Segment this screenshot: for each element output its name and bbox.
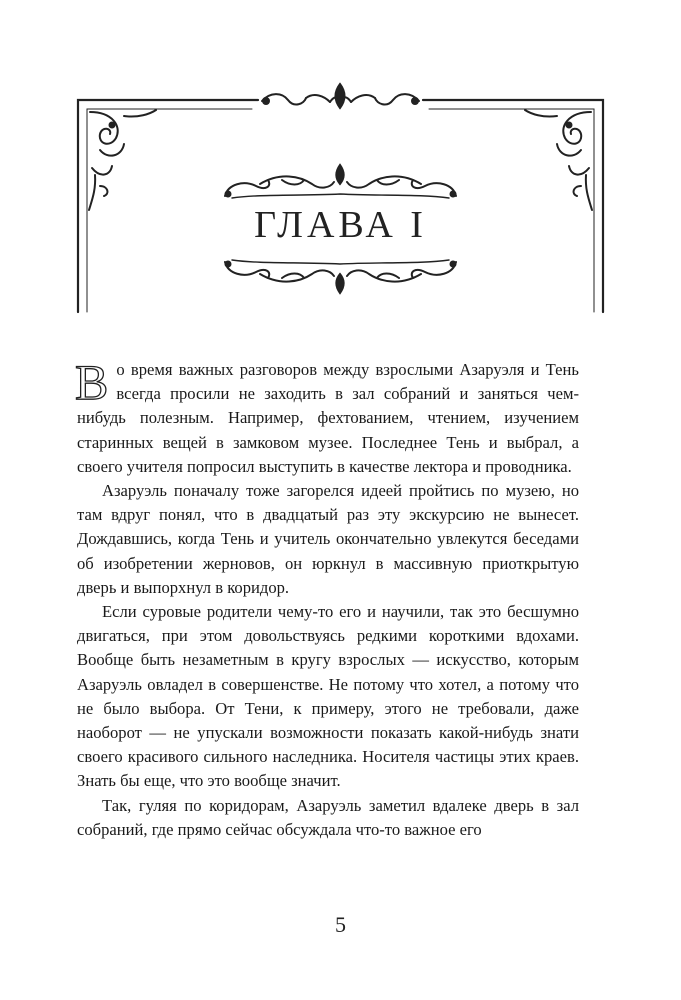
paragraph-4: Так, гуляя по коридорам, Азаруэль заметил вдалеке дверь в зал собраний, где прямо сейчас обсуждала что-то важное его [77,795,579,839]
top-center-flourish-icon [262,84,419,108]
paragraph-1 [75,354,579,479]
paragraph-1-text: о время важных разговоров между взрослыми Азаруэля и Тень всегда просили не заходить в зал собраний и заняться чем-нибудь полезным. Например, фехтованием, чтением, изучением старинных вещей в замковом музее. Последнее Тень и выбрал, а своего учителя попросил выступить в качестве лектора и проводника. [77,360,579,476]
page-number: 5 [335,912,346,937]
chapter-title: ГЛАВА I [254,204,427,246]
corner-flourish-left-icon [89,110,156,210]
title-ornament-bottom-icon [225,260,456,293]
paragraph-2: Азаруэль поначалу тоже загорелся идеей пройтись по музею, но там вдруг понял, что в двадцатый раз эту экскурсию не вынесет. Дождавшись, когда Тень и учитель окончательно увлекутся беседами об изобретении жерновов, он юркнул в массивную приоткрытую дверь и выпорхнул в коридор. [77,481,579,597]
paragraph-3: Если суровые родители чему-то его и научили, так это бесшумно двигаться, при этом довольствуясь редкими короткими вдохами. Вообще быть незаметным в кругу взрослых — искусство, которым Азаруэль овладел в совершенстве. Не потому что хотел, а потому что не было выбора. От Тени, к примеру, этого не требовали, даже наоборот — не упускали возможности показать какой-нибудь знати своего красивого сильного наследника. Носителя частицы этих краев. Знать бы еще, что это вообще значит. [77,602,579,791]
title-ornament-top-icon [225,165,456,198]
corner-flourish-right-icon [525,110,592,210]
drop-cap: В [75,354,109,410]
body-text [75,354,579,842]
